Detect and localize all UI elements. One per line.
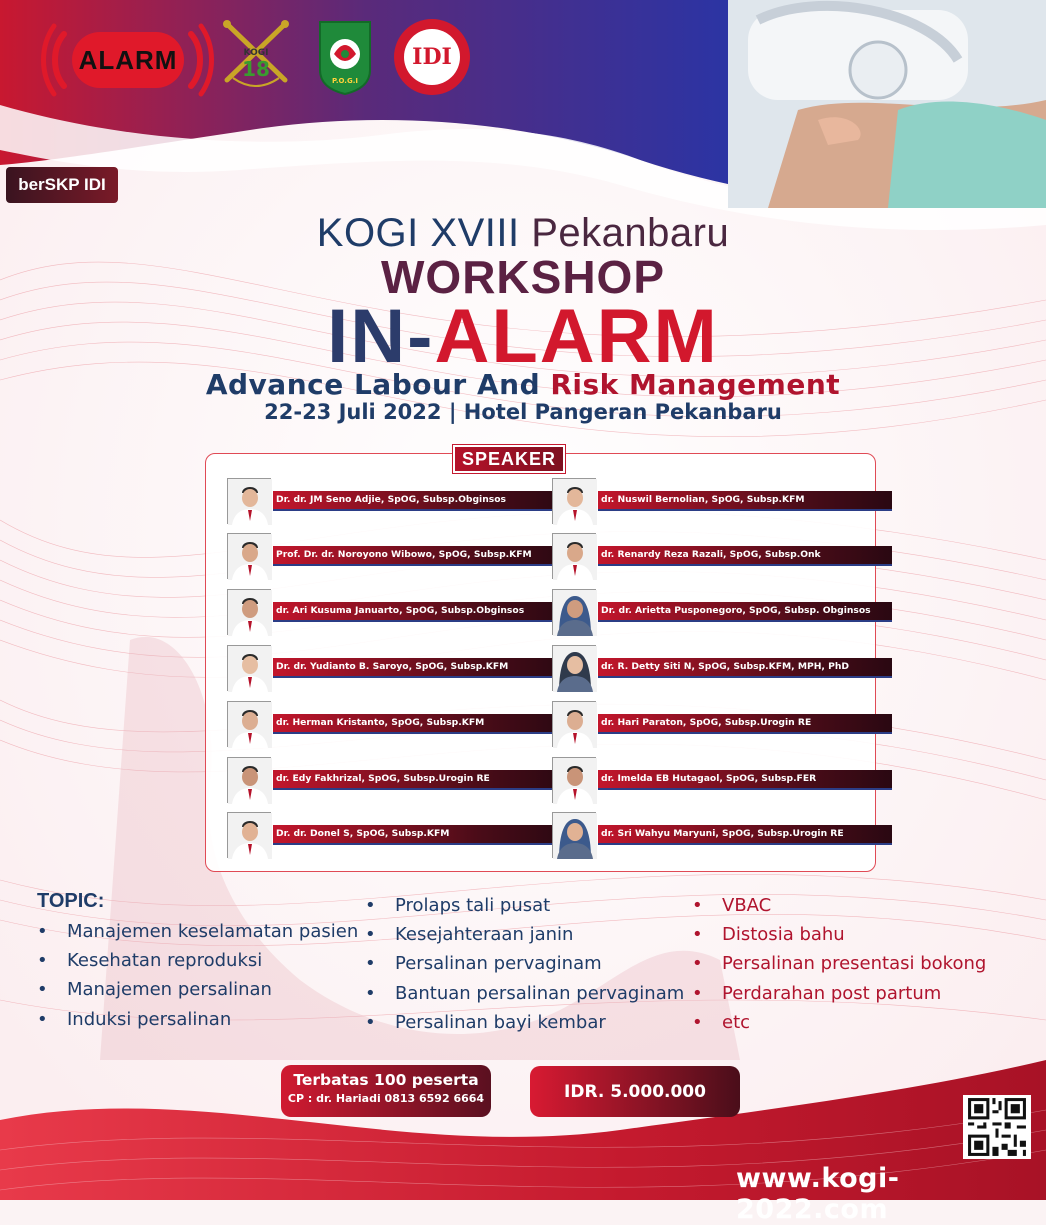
speaker-item — [227, 533, 567, 581]
topic-item: • Manajemen persalinan — [37, 979, 358, 1008]
topic-item: • Persalinan presentasi bokong — [692, 953, 986, 982]
speaker-heading: SPEAKER — [453, 445, 565, 473]
subtitle-part-1: Advance Labour And — [205, 368, 551, 401]
speaker-name-underline — [598, 676, 892, 678]
in-alarm-prefix: IN- — [327, 294, 435, 379]
topic-item: • VBAC — [692, 895, 986, 924]
alarm-logo-text: ALARM — [72, 32, 184, 88]
topic-item: • Bantuan persalinan pervaginam — [365, 983, 684, 1012]
speaker-name: dr. Hari Paraton, SpOG, Subsp.Urogin RE — [598, 714, 892, 732]
idi-logo-text: IDI — [412, 44, 452, 70]
speaker-name-underline — [273, 732, 567, 734]
speaker-name: dr. Imelda EB Hutagaol, SpOG, Subsp.FER — [598, 770, 892, 788]
speaker-photo — [227, 757, 271, 803]
speaker-name: Prof. Dr. dr. Noroyono Wibowo, SpOG, Subsp.KFM — [273, 546, 567, 564]
patient-photo — [728, 0, 1046, 208]
speaker-item — [227, 478, 567, 526]
topic-item: • Persalinan bayi kembar — [365, 1012, 684, 1041]
speaker-name: Dr. dr. Yudianto B. Saroyo, SpOG, Subsp.KFM — [273, 658, 567, 676]
speaker-photo — [552, 478, 596, 524]
speaker-photo — [552, 812, 596, 858]
topic-item: • Manajemen keselamatan pasien — [37, 921, 358, 950]
speaker-item — [552, 478, 892, 526]
speaker-name-underline — [273, 620, 567, 622]
speaker-name-underline — [273, 676, 567, 678]
speaker-name: Dr. dr. JM Seno Adjie, SpOG, Subsp.Obginsos — [273, 491, 567, 509]
topic-item: • etc — [692, 1012, 986, 1041]
speaker-photo — [552, 533, 596, 579]
speaker-name: dr. Herman Kristanto, SpOG, Subsp.KFM — [273, 714, 567, 732]
speaker-item — [227, 589, 567, 637]
speaker-name: dr. Renardy Reza Razali, SpOG, Subsp.Onk — [598, 546, 892, 564]
speaker-photo — [227, 589, 271, 635]
speaker-name: Dr. dr. Arietta Pusponegoro, SpOG, Subsp. Obginsos — [598, 602, 892, 620]
topic-list-2 — [365, 895, 684, 1041]
speaker-name-underline — [273, 843, 567, 845]
topic-item: • Kesejahteraan janin — [365, 924, 684, 953]
topic-item: • Perdarahan post partum — [692, 983, 986, 1012]
speaker-item — [552, 757, 892, 805]
workshop-label: WORKSHOP — [381, 251, 665, 303]
contact-person: CP : dr. Hariadi 0813 6592 6664 — [287, 1092, 485, 1105]
speaker-item — [552, 701, 892, 749]
speaker-item — [552, 812, 892, 860]
price-box: IDR. 5.000.000 — [530, 1066, 740, 1117]
event-title-city: Pekanbaru — [531, 211, 730, 255]
topic-list-1 — [37, 921, 358, 1038]
topic-item: • Kesehatan reproduksi — [37, 950, 358, 979]
topic-item: • Induksi persalinan — [37, 1009, 358, 1038]
kogi-logo — [213, 18, 299, 98]
participant-limit: Terbatas 100 peserta — [293, 1071, 479, 1089]
speaker-photo — [227, 812, 271, 858]
in-alarm-word: ALARM — [434, 294, 719, 379]
speaker-name: dr. Sri Wahyu Maryuni, SpOG, Subsp.Urogin RE — [598, 825, 892, 843]
skp-badge: berSKP IDI — [6, 167, 118, 203]
speaker-photo — [552, 589, 596, 635]
topic-item: • Distosia bahu — [692, 924, 986, 953]
topic-heading: TOPIC: — [37, 890, 105, 912]
speaker-item — [552, 589, 892, 637]
speaker-name-underline — [273, 509, 567, 511]
speaker-photo — [227, 701, 271, 747]
speaker-item — [552, 645, 892, 693]
speaker-name: dr. R. Detty Siti N, SpOG, Subsp.KFM, MPH, PhD — [598, 658, 892, 676]
speaker-name-underline — [273, 788, 567, 790]
kogi-logo-number: 18 — [242, 57, 270, 81]
speaker-name-underline — [598, 620, 892, 622]
speaker-item — [227, 701, 567, 749]
speaker-photo — [227, 645, 271, 691]
subtitle — [0, 368, 1046, 401]
pogi-logo — [316, 18, 374, 96]
speaker-item — [227, 812, 567, 860]
speaker-item — [227, 645, 567, 693]
website-url[interactable]: www.kogi-2022.com — [736, 1163, 900, 1225]
speaker-photo — [552, 701, 596, 747]
speaker-name: dr. Ari Kusuma Januarto, SpOG, Subsp.Obginsos — [273, 602, 567, 620]
speaker-name: Dr. dr. Donel S, SpOG, Subsp.KFM — [273, 825, 567, 843]
speaker-item — [227, 757, 567, 805]
event-date-venue: 22-23 Juli 2022 | Hotel Pangeran Pekanbaru — [264, 400, 782, 424]
subtitle-part-2: Risk Management — [550, 368, 841, 401]
kogi-logo-text: KOGI — [243, 48, 269, 58]
speaker-name-underline — [273, 564, 567, 566]
topic-item: • Prolaps tali pusat — [365, 895, 684, 924]
speaker-photo — [552, 645, 596, 691]
idi-logo — [392, 17, 472, 97]
topic-list-3 — [692, 895, 986, 1041]
alarm-logo — [50, 20, 205, 100]
speaker-photo — [227, 533, 271, 579]
speaker-name-underline — [598, 732, 892, 734]
pogi-logo-text: P.O.G.I — [332, 77, 358, 85]
speaker-name-underline — [598, 509, 892, 511]
speaker-photo — [552, 757, 596, 803]
speaker-photo — [227, 478, 271, 524]
speaker-name-underline — [598, 843, 892, 845]
event-title-kogi: KOGI XVIII — [316, 211, 520, 255]
topic-item: • Persalinan pervaginam — [365, 953, 684, 982]
in-alarm-title — [0, 293, 1046, 380]
speaker-name-underline — [598, 564, 892, 566]
speaker-name: dr. Edy Fakhrizal, SpOG, Subsp.Urogin RE — [273, 770, 567, 788]
speaker-item — [552, 533, 892, 581]
speaker-name: dr. Nuswil Bernolian, SpOG, Subsp.KFM — [598, 491, 892, 509]
participant-limit-box — [281, 1065, 491, 1117]
speaker-name-underline — [598, 788, 892, 790]
qr-code[interactable] — [963, 1095, 1031, 1159]
